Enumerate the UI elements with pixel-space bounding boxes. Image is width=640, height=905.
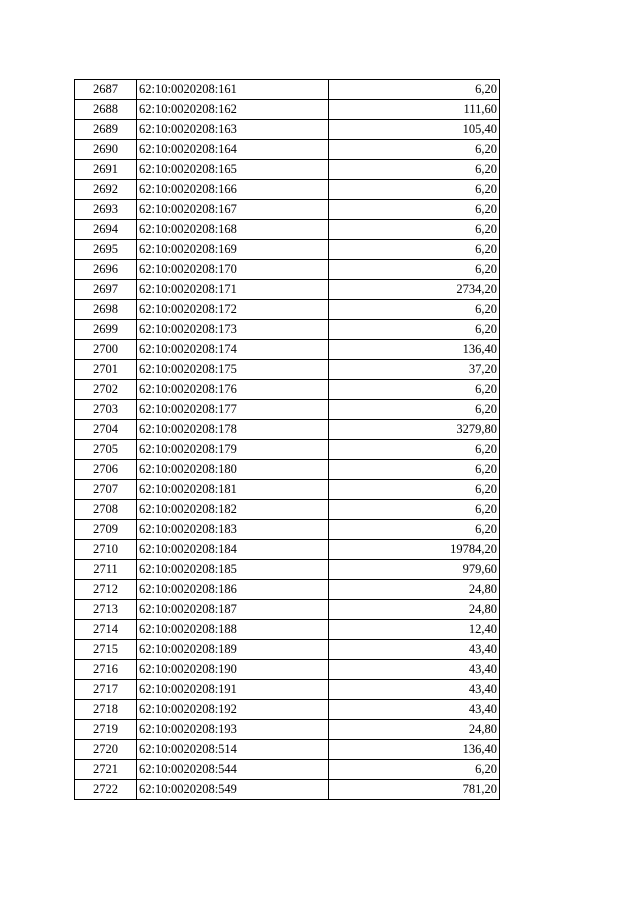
- value-cell: 43,40: [329, 680, 500, 700]
- row-number-cell: 2722: [75, 780, 137, 800]
- cadastral-number-cell: 62:10:0020208:514: [137, 740, 329, 760]
- cadastral-number-cell: 62:10:0020208:172: [137, 300, 329, 320]
- row-number-cell: 2706: [75, 460, 137, 480]
- table-row: [75, 700, 500, 720]
- row-number-cell: 2687: [75, 80, 137, 100]
- value-cell: 24,80: [329, 580, 500, 600]
- row-number-cell: 2709: [75, 520, 137, 540]
- table-row: [75, 220, 500, 240]
- row-number-cell: 2699: [75, 320, 137, 340]
- cadastral-number-cell: 62:10:0020208:183: [137, 520, 329, 540]
- table-row: [75, 180, 500, 200]
- cadastral-number-cell: 62:10:0020208:176: [137, 380, 329, 400]
- value-cell: 37,20: [329, 360, 500, 380]
- row-number-cell: 2688: [75, 100, 137, 120]
- table-row: [75, 640, 500, 660]
- value-cell: 6,20: [329, 80, 500, 100]
- row-number-cell: 2696: [75, 260, 137, 280]
- table-row: [75, 300, 500, 320]
- value-cell: 979,60: [329, 560, 500, 580]
- table-row: [75, 560, 500, 580]
- cadastral-number-cell: 62:10:0020208:187: [137, 600, 329, 620]
- row-number-cell: 2707: [75, 480, 137, 500]
- table-row: [75, 620, 500, 640]
- row-number-cell: 2704: [75, 420, 137, 440]
- table-row: [75, 760, 500, 780]
- cadastral-number-cell: 62:10:0020208:180: [137, 460, 329, 480]
- value-cell: 6,20: [329, 180, 500, 200]
- table-row: [75, 400, 500, 420]
- cadastral-number-cell: 62:10:0020208:192: [137, 700, 329, 720]
- row-number-cell: 2694: [75, 220, 137, 240]
- value-cell: 6,20: [329, 400, 500, 420]
- value-cell: 6,20: [329, 300, 500, 320]
- row-number-cell: 2721: [75, 760, 137, 780]
- cadastral-number-cell: 62:10:0020208:544: [137, 760, 329, 780]
- row-number-cell: 2714: [75, 620, 137, 640]
- row-number-cell: 2689: [75, 120, 137, 140]
- row-number-cell: 2702: [75, 380, 137, 400]
- row-number-cell: 2693: [75, 200, 137, 220]
- table-row: [75, 420, 500, 440]
- table-row: [75, 740, 500, 760]
- value-cell: 6,20: [329, 500, 500, 520]
- cadastral-number-cell: 62:10:0020208:166: [137, 180, 329, 200]
- table-row: [75, 340, 500, 360]
- row-number-cell: 2691: [75, 160, 137, 180]
- value-cell: 105,40: [329, 120, 500, 140]
- row-number-cell: 2713: [75, 600, 137, 620]
- value-cell: 6,20: [329, 140, 500, 160]
- table-row: [75, 240, 500, 260]
- value-cell: 3279,80: [329, 420, 500, 440]
- table-row: [75, 160, 500, 180]
- table-row: [75, 660, 500, 680]
- value-cell: 6,20: [329, 520, 500, 540]
- cadastral-number-cell: 62:10:0020208:188: [137, 620, 329, 640]
- cadastral-number-cell: 62:10:0020208:186: [137, 580, 329, 600]
- row-number-cell: 2716: [75, 660, 137, 680]
- cadastral-table: [74, 79, 500, 800]
- value-cell: 24,80: [329, 720, 500, 740]
- cadastral-number-cell: 62:10:0020208:193: [137, 720, 329, 740]
- value-cell: 12,40: [329, 620, 500, 640]
- cadastral-number-cell: 62:10:0020208:171: [137, 280, 329, 300]
- row-number-cell: 2698: [75, 300, 137, 320]
- table-row: [75, 480, 500, 500]
- cadastral-number-cell: 62:10:0020208:191: [137, 680, 329, 700]
- table-row: [75, 680, 500, 700]
- row-number-cell: 2719: [75, 720, 137, 740]
- table-row: [75, 580, 500, 600]
- value-cell: 6,20: [329, 260, 500, 280]
- table-row: [75, 380, 500, 400]
- cadastral-number-cell: 62:10:0020208:170: [137, 260, 329, 280]
- table-row: [75, 720, 500, 740]
- cadastral-number-cell: 62:10:0020208:168: [137, 220, 329, 240]
- cadastral-number-cell: 62:10:0020208:163: [137, 120, 329, 140]
- table-row: [75, 80, 500, 100]
- row-number-cell: 2701: [75, 360, 137, 380]
- value-cell: 6,20: [329, 380, 500, 400]
- cadastral-number-cell: 62:10:0020208:169: [137, 240, 329, 260]
- value-cell: 6,20: [329, 460, 500, 480]
- cadastral-number-cell: 62:10:0020208:179: [137, 440, 329, 460]
- table-row: [75, 520, 500, 540]
- row-number-cell: 2692: [75, 180, 137, 200]
- table-row: [75, 540, 500, 560]
- cadastral-number-cell: 62:10:0020208:162: [137, 100, 329, 120]
- value-cell: 6,20: [329, 760, 500, 780]
- value-cell: 24,80: [329, 600, 500, 620]
- cadastral-number-cell: 62:10:0020208:181: [137, 480, 329, 500]
- cadastral-number-cell: 62:10:0020208:189: [137, 640, 329, 660]
- value-cell: 43,40: [329, 640, 500, 660]
- value-cell: 6,20: [329, 220, 500, 240]
- value-cell: 6,20: [329, 440, 500, 460]
- cadastral-number-cell: 62:10:0020208:184: [137, 540, 329, 560]
- value-cell: 6,20: [329, 160, 500, 180]
- cadastral-number-cell: 62:10:0020208:177: [137, 400, 329, 420]
- table-row: [75, 260, 500, 280]
- row-number-cell: 2715: [75, 640, 137, 660]
- row-number-cell: 2710: [75, 540, 137, 560]
- table-row: [75, 120, 500, 140]
- cadastral-number-cell: 62:10:0020208:174: [137, 340, 329, 360]
- table-row: [75, 200, 500, 220]
- table-row: [75, 780, 500, 800]
- cadastral-number-cell: 62:10:0020208:175: [137, 360, 329, 380]
- row-number-cell: 2718: [75, 700, 137, 720]
- table-row: [75, 140, 500, 160]
- cadastral-number-cell: 62:10:0020208:164: [137, 140, 329, 160]
- row-number-cell: 2695: [75, 240, 137, 260]
- cadastral-number-cell: 62:10:0020208:549: [137, 780, 329, 800]
- cadastral-number-cell: 62:10:0020208:182: [137, 500, 329, 520]
- table-row: [75, 600, 500, 620]
- row-number-cell: 2700: [75, 340, 137, 360]
- row-number-cell: 2711: [75, 560, 137, 580]
- row-number-cell: 2703: [75, 400, 137, 420]
- value-cell: 43,40: [329, 700, 500, 720]
- row-number-cell: 2717: [75, 680, 137, 700]
- row-number-cell: 2712: [75, 580, 137, 600]
- value-cell: 6,20: [329, 240, 500, 260]
- cadastral-number-cell: 62:10:0020208:178: [137, 420, 329, 440]
- value-cell: 136,40: [329, 740, 500, 760]
- cadastral-number-cell: 62:10:0020208:190: [137, 660, 329, 680]
- value-cell: 2734,20: [329, 280, 500, 300]
- value-cell: 781,20: [329, 780, 500, 800]
- table-row: [75, 320, 500, 340]
- table-row: [75, 440, 500, 460]
- cadastral-number-cell: 62:10:0020208:185: [137, 560, 329, 580]
- cadastral-number-cell: 62:10:0020208:161: [137, 80, 329, 100]
- cadastral-number-cell: 62:10:0020208:167: [137, 200, 329, 220]
- row-number-cell: 2720: [75, 740, 137, 760]
- cadastral-number-cell: 62:10:0020208:173: [137, 320, 329, 340]
- row-number-cell: 2708: [75, 500, 137, 520]
- row-number-cell: 2690: [75, 140, 137, 160]
- cadastral-number-cell: 62:10:0020208:165: [137, 160, 329, 180]
- value-cell: 136,40: [329, 340, 500, 360]
- table-row: [75, 500, 500, 520]
- value-cell: 6,20: [329, 320, 500, 340]
- value-cell: 6,20: [329, 480, 500, 500]
- value-cell: 6,20: [329, 200, 500, 220]
- table-row: [75, 280, 500, 300]
- table-row: [75, 360, 500, 380]
- value-cell: 111,60: [329, 100, 500, 120]
- value-cell: 19784,20: [329, 540, 500, 560]
- table-row: [75, 460, 500, 480]
- table-row: [75, 100, 500, 120]
- row-number-cell: 2697: [75, 280, 137, 300]
- row-number-cell: 2705: [75, 440, 137, 460]
- table-body: [75, 80, 500, 800]
- value-cell: 43,40: [329, 660, 500, 680]
